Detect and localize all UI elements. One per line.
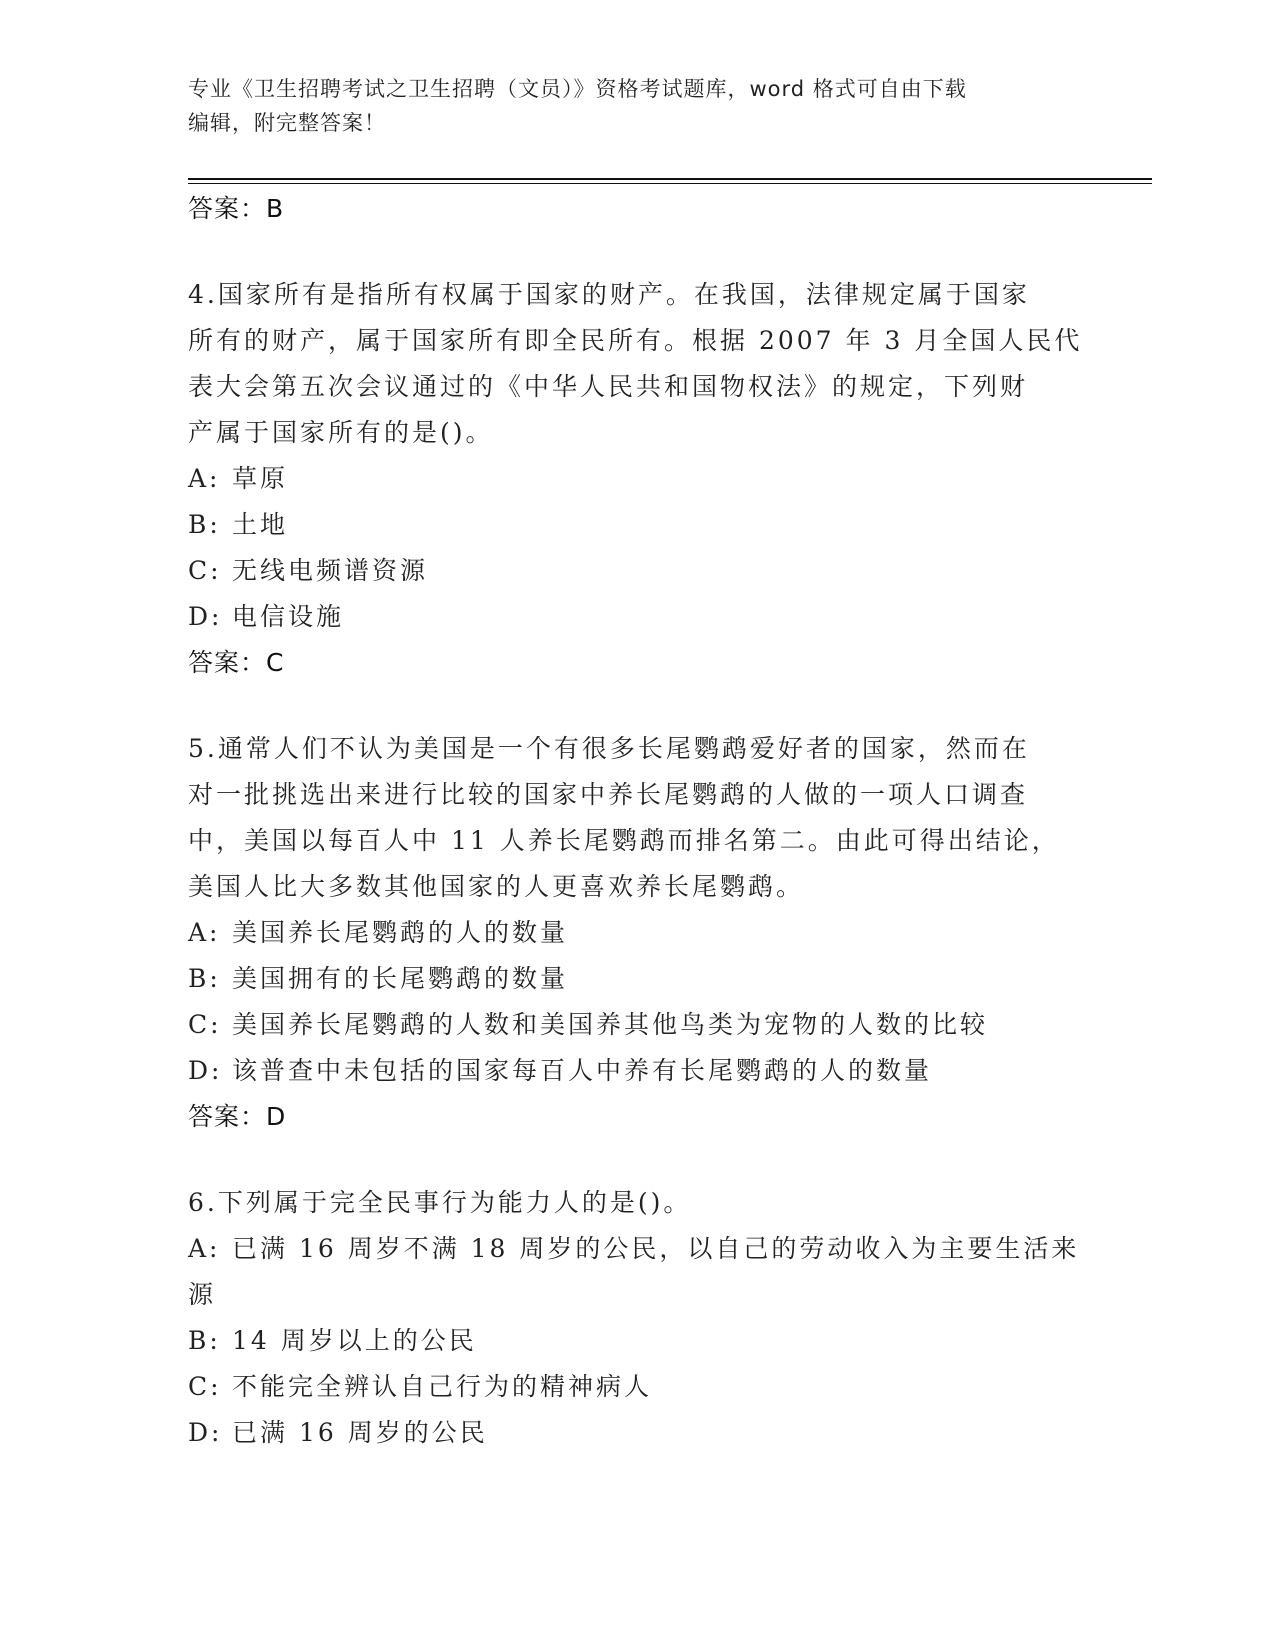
option-key: B: [188,510,221,539]
option-b [188,1318,1088,1364]
option-b [188,956,1088,1002]
question-stem [188,1180,1088,1226]
option-c [188,1364,1088,1410]
option-key: D: [188,1056,223,1085]
option-text: 该普查中未包括的国家每百人中养有长尾鹦鹉的人的数量 [232,1056,933,1085]
stem-line: 所有的财产，属于国家所有即全民所有。根据 2007 年 3 月全国人民代 [188,326,1083,355]
option-d [188,594,1088,640]
stem-line: 5.通常人们不认为美国是一个有很多长尾鹦鹉爱好者的国家，然而在 [188,734,1030,763]
option-key: B: [188,1326,221,1355]
option-key: C: [188,1010,222,1039]
option-key: A: [188,464,221,493]
stem-line: 美国人比大多数其他国家的人更喜欢养长尾鹦鹉。 [188,872,805,901]
option-key: C: [188,1372,222,1401]
option-text: 已满 16 周岁不满 18 周岁的公民，以自己的劳动收入为主要生活来源 [188,1234,1080,1309]
option-d [188,1048,1088,1094]
option-c [188,1002,1088,1048]
option-text: 无线电频谱资源 [232,556,429,585]
option-text: 土地 [232,510,289,539]
question-list [188,186,1088,1456]
option-key: D: [188,602,223,631]
question-stem [188,726,1088,910]
option-key: A: [188,1234,221,1263]
document-header [188,72,1068,140]
question-stem [188,272,1088,456]
option-text: 草原 [232,464,289,493]
option-key: B: [188,964,221,993]
stem-line: 4.国家所有是指所有权属于国家的财产。在我国，法律规定属于国家 [188,280,1030,309]
option-key: D: [188,1418,223,1447]
stem-line: 中，美国以每百人中 11 人养长尾鹦鹉而排名第二。由此可得出结论， [188,826,1060,855]
stem-line: 对一批挑选出来进行比较的国家中养长尾鹦鹉的人做的一项人口调查 [188,780,1029,809]
option-key: A: [188,918,221,947]
option-text: 14 周岁以上的公民 [232,1326,477,1355]
stem-line: 产属于国家所有的是()。 [188,418,494,447]
option-text: 不能完全辨认自己行为的精神病人 [232,1372,653,1401]
option-a [188,1226,1088,1318]
header-divider-thick [188,178,1152,180]
option-a [188,456,1088,502]
question-4 [188,272,1088,686]
answer-line: 答案：C [188,648,285,677]
question-5 [188,726,1088,1140]
header-line-2: 编辑，附完整答案！ [188,111,386,135]
option-text: 已满 16 周岁的公民 [232,1418,488,1447]
option-a [188,910,1088,956]
option-text: 美国养长尾鹦鹉的人数和美国养其他鸟类为宠物的人数的比较 [232,1010,989,1039]
option-key: C: [188,556,222,585]
option-text: 美国拥有的长尾鹦鹉的数量 [232,964,569,993]
question-6 [188,1180,1088,1456]
previous-answer: 答案：B [188,194,285,223]
option-d [188,1410,1088,1456]
option-b [188,502,1088,548]
stem-line: 表大会第五次会议通过的《中华人民共和国物权法》的规定，下列财 [188,372,1029,401]
answer-line: 答案：D [188,1102,287,1131]
option-text: 电信设施 [232,602,345,631]
option-c [188,548,1088,594]
option-text: 美国养长尾鹦鹉的人的数量 [232,918,569,947]
header-line-1: 专业《卫生招聘考试之卫生招聘（文员）》资格考试题库，word 格式可自由下载 [188,77,967,101]
header-divider-thin [188,183,1152,184]
stem-line: 6.下列属于完全民事行为能力人的是()。 [188,1188,692,1217]
